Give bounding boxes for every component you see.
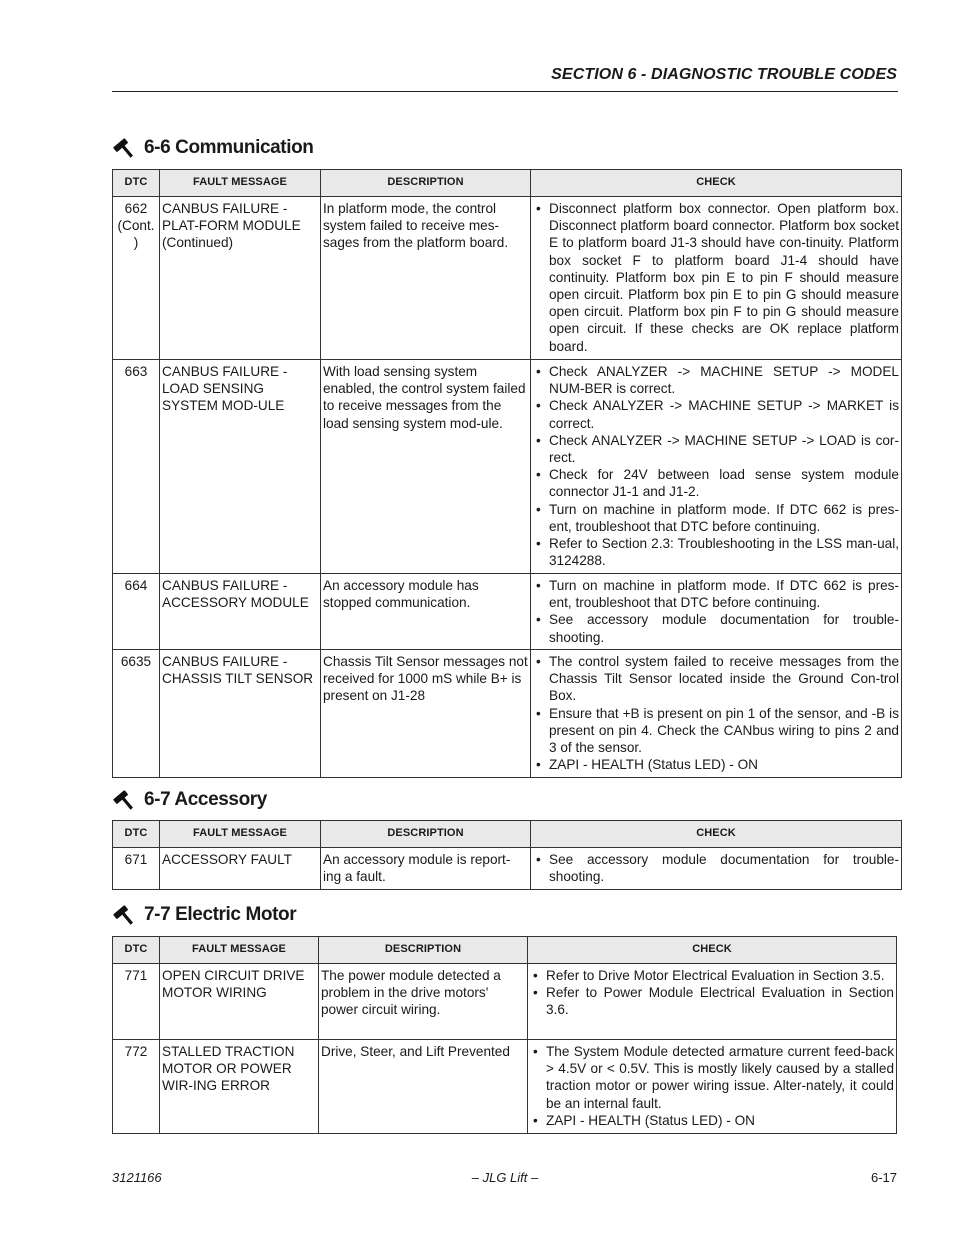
check-item: • Disconnect platform box connector. Open platform box. Disconnect platform board connector. Platform box socket E to platform board J1-3 should have con-tinuity. Platform box socket F to platform board J1-4 should have continuity. Platform box pin E to pin F should measure open circuit. Platform box pin E to pin G should measure open circuit. Platform box pin F to pin G should measure open circuit. If these checks are OK replace platform board. [533,200,899,355]
section-heading-electric-motor [112,902,296,928]
fault-message: CANBUS FAILURE - PLAT-FORM MODULE (Continued) [160,197,321,360]
check-item: • Check ANALYZER -> MACHINE SETUP -> MARKET is correct. [533,397,899,431]
check-item: • Ensure that +B is present on pin 1 of the sensor, and -B is present on pin 4. Check the CANbus wiring to pins 2 and 3 of the sensor. [533,705,899,757]
check-item: • ZAPI - HEALTH (Status LED) - ON [533,756,899,773]
check-cell [528,1040,897,1134]
dtc-code: 663 [113,360,160,574]
dtc-code: 671 [113,848,160,890]
fault-message: ACCESSORY FAULT [160,848,321,890]
dtc-code: 772 [113,1040,160,1134]
column-header-description: DESCRIPTION [319,937,528,964]
hammer-icon [112,136,138,160]
check-item: • See accessory module documentation for trouble-shooting. [533,611,899,645]
section-header-title: SECTION 6 - DIAGNOSTIC TROUBLE CODES [551,66,897,83]
hammer-icon [112,788,138,812]
check-item: • ZAPI - HEALTH (Status LED) - ON [530,1112,894,1129]
check-cell [531,574,902,650]
check-item: • Refer to Power Module Electrical Evaluation in Section 3.6. [530,984,894,1018]
check-item: • Check for 24V between load sense system module connector J1-1 and J1-2. [533,466,899,500]
table-row [113,650,902,778]
dtc-code: 662 (Cont. ) [113,197,160,360]
check-cell [531,360,902,574]
table-header-row [113,937,897,964]
dtc-table-communication [112,169,902,778]
check-item: • Turn on machine in platform mode. If DTC 662 is pres-ent, troubleshoot that DTC before continuing. [533,577,899,611]
table-row [113,848,902,890]
description: Drive, Steer, and Lift Prevented [319,1040,528,1134]
fault-message: CANBUS FAILURE - LOAD SENSING SYSTEM MOD-ULE [160,360,321,574]
fault-message: OPEN CIRCUIT DRIVE MOTOR WIRING [160,964,319,1040]
section-title: 6-7 Accessory [144,789,267,810]
footer-publisher: – JLG Lift – [471,1170,539,1185]
check-cell [531,197,902,360]
check-cell [531,650,902,778]
column-header-description: DESCRIPTION [321,821,531,848]
column-header-dtc: DTC [113,937,160,964]
description: With load sensing system enabled, the control system failed to receive messages from the load sensing system mod-ule. [321,360,531,574]
table-header-row [113,821,902,848]
column-header-dtc: DTC [113,170,160,197]
column-header-fault-message: FAULT MESSAGE [160,170,321,197]
check-item: • Turn on machine in platform mode. If DTC 662 is pres-ent, troubleshoot that DTC before continuing. [533,501,899,535]
column-header-check: CHECK [528,937,897,964]
check-item: • Refer to Section 2.3: Troubleshooting in the LSS man-ual, 3124288. [533,535,899,569]
check-cell [531,848,902,890]
column-header-fault-message: FAULT MESSAGE [160,821,321,848]
section-title: 7-7 Electric Motor [144,904,297,925]
table-row [113,360,902,574]
table-row [113,964,897,1040]
dtc-code: 771 [113,964,160,1040]
check-item: • Refer to Drive Motor Electrical Evaluation in Section 3.5. [530,967,894,984]
footer-page-number: 6-17 [870,1170,897,1185]
check-item: • The control system failed to receive messages from the Chassis Tilt Sensor located inside the Ground Con-trol Box. [533,653,899,705]
check-item: • Check ANALYZER -> MACHINE SETUP -> MODEL NUM-BER is correct. [533,363,899,397]
hammer-icon [112,903,138,927]
check-item: • Check ANALYZER -> MACHINE SETUP -> LOAD is cor-rect. [533,432,899,466]
table-row [113,197,902,360]
column-header-check: CHECK [531,170,902,197]
description: An accessory module is report-ing a fault. [321,848,531,890]
description: The power module detected a problem in the drive motors' power circuit wiring. [319,964,528,1040]
check-cell [528,964,897,1040]
header-rule [112,91,898,92]
table-row [113,1040,897,1134]
dtc-table-accessory [112,820,902,890]
section-heading-accessory [112,787,267,813]
column-header-dtc: DTC [113,821,160,848]
table-row [113,574,902,650]
dtc-code: 6635 [113,650,160,778]
check-item: • See accessory module documentation for trouble-shooting. [533,851,899,885]
description: Chassis Tilt Sensor messages not received for 1000 mS while B+ is present on J1-28 [321,650,531,778]
fault-message: STALLED TRACTION MOTOR OR POWER WIR-ING ERROR [160,1040,319,1134]
fault-message: CANBUS FAILURE - ACCESSORY MODULE [160,574,321,650]
dtc-table-electric-motor [112,936,897,1134]
description: An accessory module has stopped communication. [321,574,531,650]
column-header-check: CHECK [531,821,902,848]
description: In platform mode, the control system failed to receive mes-sages from the platform board. [321,197,531,360]
footer-doc-number: 3121166 [112,1170,162,1185]
check-item: • The System Module detected armature current feed-back > 4.5V or < 0.5V. This is mostly likely caused by a stalled traction motor or power wiring issue. Alter-nately, it could be an internal fault. [530,1043,894,1112]
column-header-description: DESCRIPTION [321,170,531,197]
section-heading-communication [112,135,314,161]
column-header-fault-message: FAULT MESSAGE [160,937,319,964]
table-header-row [113,170,902,197]
fault-message: CANBUS FAILURE - CHASSIS TILT SENSOR [160,650,321,778]
dtc-code: 664 [113,574,160,650]
section-title: 6-6 Communication [144,137,314,158]
